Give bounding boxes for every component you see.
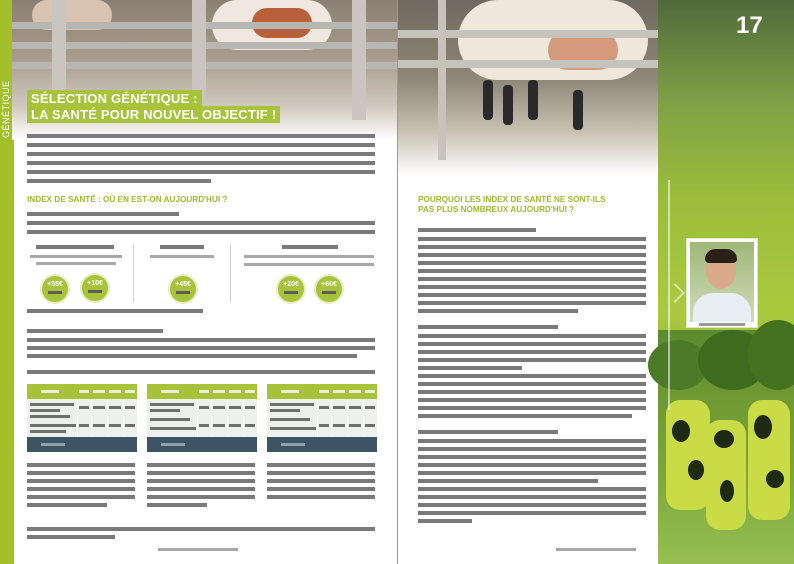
column-divider [133, 244, 134, 302]
portrait-caption [699, 323, 745, 326]
value-badge: +55€ [42, 276, 68, 302]
column-divider [230, 244, 231, 302]
article-title-line2: LA SANTÉ POUR NOUVEL OBJECTIF ! [27, 106, 280, 123]
milking-parlour-photo-right [398, 0, 658, 175]
section-heading-health-index: INDEX DE SANTÉ : OÙ EN EST-ON AUJOURD'HUI ? [27, 195, 228, 204]
data-table-1 [27, 384, 137, 452]
data-table-2 [147, 384, 257, 452]
section-heading-why-few: POURQUOI LES INDEX DE SANTÉ NE SONT-ILS PAS PLUS NOMBREUX AUJOURD'HUI ? [418, 195, 606, 214]
value-badge: +10€ [82, 275, 108, 301]
right-footer [556, 548, 636, 551]
value-badge: +60€ [316, 276, 342, 302]
data-table-3 [267, 384, 377, 452]
value-badge: +45€ [170, 276, 196, 302]
expert-portrait [686, 238, 758, 328]
value-badge: +20€ [278, 276, 304, 302]
page-number: 17 [736, 12, 763, 39]
article-title-line1: SÉLECTION GÉNÉTIQUE : [27, 90, 202, 107]
section-label: GÉNÉTIQUE [1, 80, 11, 138]
badge-caption [27, 309, 203, 313]
left-footer [158, 548, 238, 551]
page-gutter [397, 0, 398, 564]
